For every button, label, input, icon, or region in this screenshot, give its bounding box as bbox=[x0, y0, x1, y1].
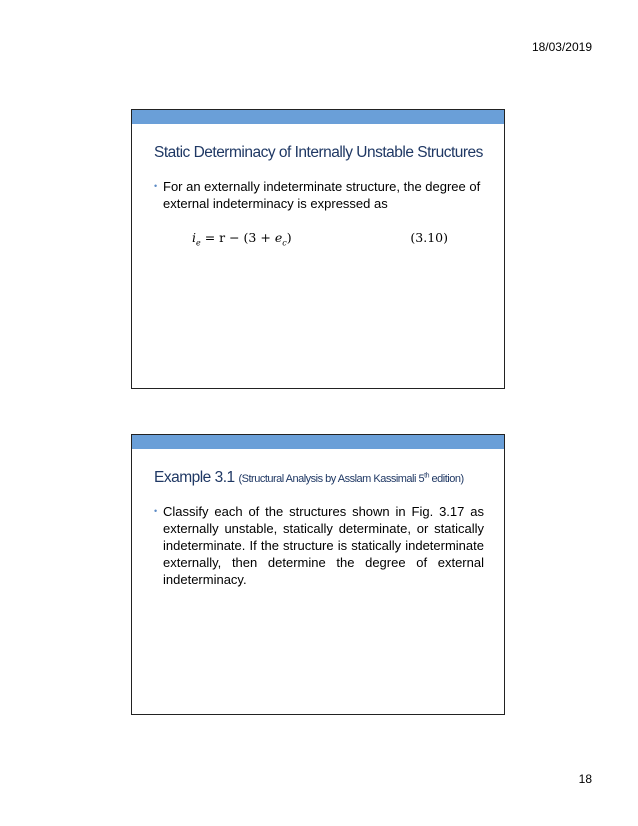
slide-example-3-1 bbox=[131, 434, 505, 715]
equation-lhs: $i_e$ bbox=[192, 230, 201, 248]
bullet-item bbox=[154, 178, 484, 212]
slide-header-bar bbox=[132, 110, 504, 124]
slide-header-bar bbox=[132, 435, 504, 449]
bullet-dot-icon: • bbox=[154, 506, 158, 516]
slide-subtitle: (Structural Analysis by Asslam Kassimali 5th edition) bbox=[238, 472, 464, 485]
slide-title-main: Example 3.1 bbox=[154, 469, 235, 486]
equation-3-10 bbox=[192, 230, 448, 248]
equation-rhs: $e_c$ bbox=[274, 230, 287, 248]
equation-number: (3.10) bbox=[410, 230, 448, 245]
slide-title bbox=[154, 469, 464, 487]
bullet-text: Classify each of the structures shown in Fig. 3.17 as externally unstable, statically determinate, or statically indeterminate. If the structure is statically indeterminate externally, then determine the degree of external indeterminacy. bbox=[163, 504, 484, 587]
date-stamp: 18/03/2019 bbox=[531, 40, 592, 54]
equation-expression: $i_e = r - (3 + e_c)$ bbox=[192, 230, 292, 248]
bullet-text: For an externally indeterminate structure, the degree of external indeterminacy is expressed as bbox=[163, 179, 481, 211]
bullet-item bbox=[154, 503, 484, 588]
slide-static-determinacy bbox=[131, 109, 505, 389]
bullet-dot-icon: • bbox=[154, 181, 158, 191]
page-number: 18 bbox=[578, 772, 592, 786]
slide-title: Static Determinacy of Internally Unstable Structures bbox=[154, 144, 483, 161]
